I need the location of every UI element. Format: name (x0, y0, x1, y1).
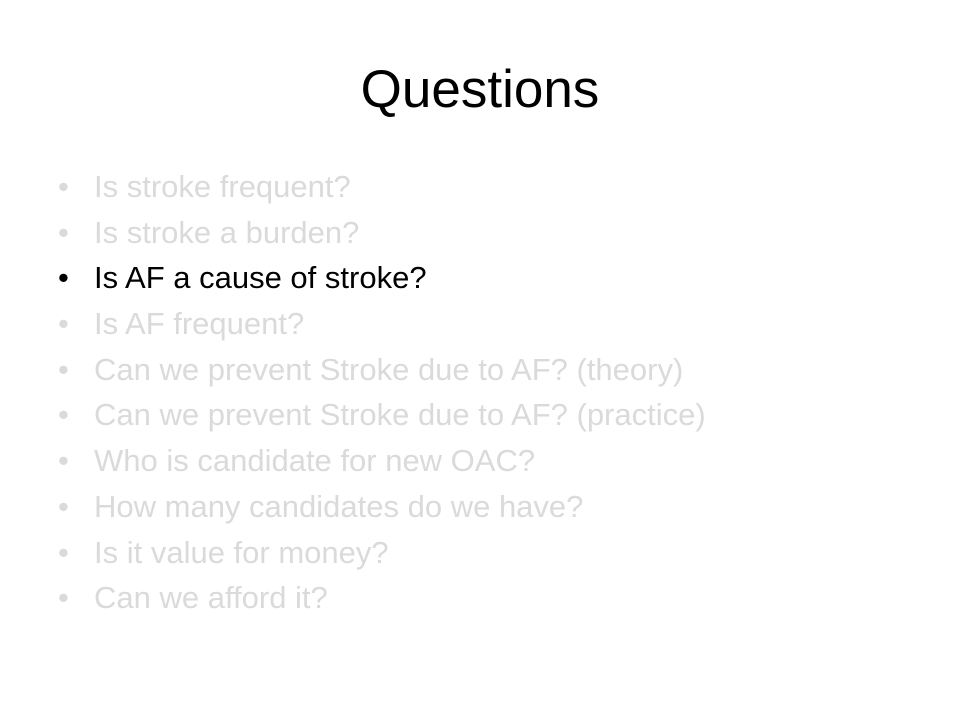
bullet-icon: • (58, 306, 69, 342)
bullet-icon: • (58, 169, 69, 204)
bullet-text: How many candidates do we have? (94, 488, 584, 524)
bullet-text: Is AF frequent? (94, 306, 305, 342)
bullet-item (58, 392, 706, 438)
bullet-item (58, 347, 706, 393)
bullet-item (58, 164, 706, 210)
bullet-item (58, 438, 706, 484)
bullet-icon: • (58, 351, 69, 387)
bullet-icon: • (58, 488, 69, 524)
slide-title: Questions (360, 60, 600, 119)
bullet-icon: • (58, 580, 69, 616)
bullet-text: Is stroke a burden? (94, 214, 360, 250)
bullet-icon: • (58, 260, 69, 296)
bullet-list (58, 164, 706, 621)
bullet-text: Who is candidate for new OAC? (94, 443, 536, 479)
bullet-icon: • (58, 534, 69, 570)
bullet-item (58, 575, 706, 621)
bullet-text: Can we afford it? (94, 580, 328, 616)
bullet-text: Is it value for money? (94, 534, 389, 570)
bullet-item (58, 484, 706, 530)
bullet-icon: • (58, 443, 69, 479)
bullet-item-current (58, 255, 706, 301)
bullet-item (58, 210, 706, 256)
bullet-text: Can we prevent Stroke due to AF? (theory) (94, 351, 684, 387)
bullet-icon: • (58, 397, 69, 433)
bullet-text: Is AF a cause of stroke? (94, 260, 427, 296)
bullet-text: Is stroke frequent? (94, 169, 351, 204)
bullet-text: Can we prevent Stroke due to AF? (practice) (94, 397, 706, 433)
bullet-item (58, 530, 706, 576)
bullet-item (58, 301, 706, 347)
bullet-icon: • (58, 214, 69, 250)
